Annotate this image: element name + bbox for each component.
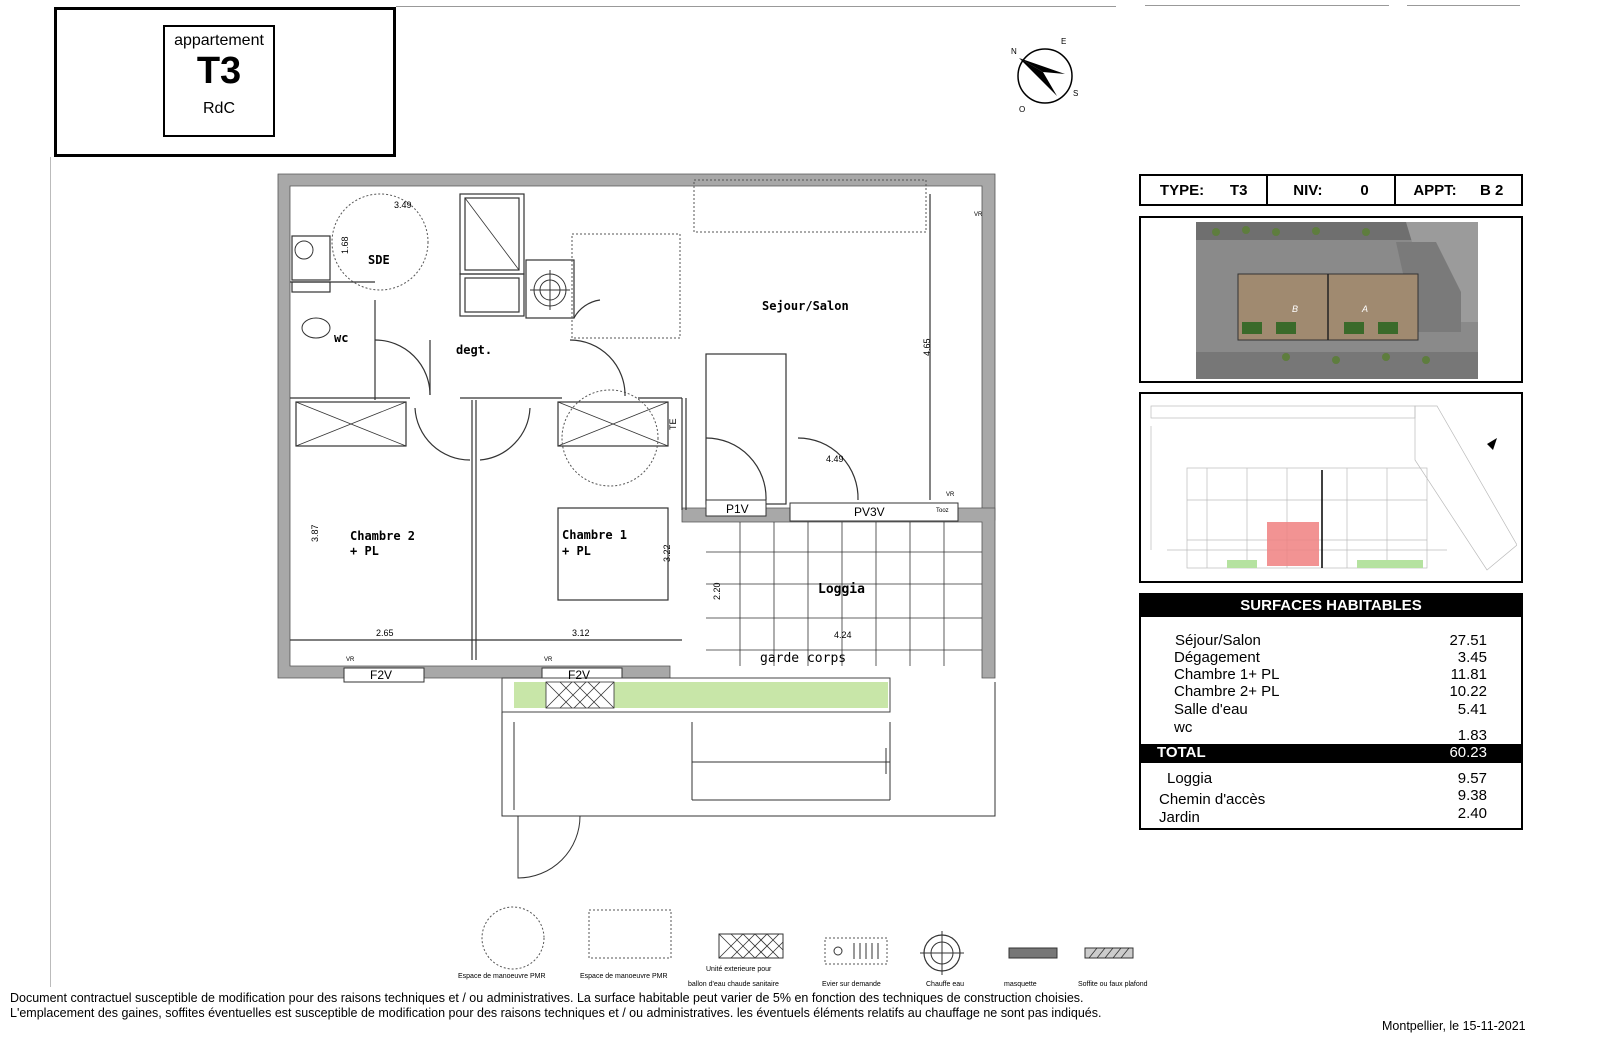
surface-value: 1.83 [1457, 727, 1487, 744]
surface-label: wc [1174, 719, 1193, 736]
legend-label: Unité exterieure pour [706, 966, 772, 973]
surfaces-title: SURFACES HABITABLES [1141, 595, 1521, 617]
apartment-highlight [1267, 522, 1319, 566]
surface-row [1141, 719, 1521, 744]
dim-312: 3.12 [572, 628, 590, 638]
total-value: 60.23 [1449, 744, 1487, 761]
title-block [54, 7, 396, 157]
extra-value: 9.57 [1457, 770, 1487, 787]
top-rule-1 [396, 6, 1116, 7]
info-appt [1396, 176, 1521, 204]
opening-f2v-b: F2V [568, 668, 591, 682]
info-niv-label: NIV: [1293, 181, 1323, 199]
surface-row [1141, 666, 1521, 683]
surface-value: 5.41 [1457, 701, 1487, 718]
extra-row [1141, 805, 1521, 826]
legend-label: Evier sur demande [822, 981, 881, 988]
surface-label: Chambre 2+ PL [1174, 683, 1280, 700]
footer-line-1: Document contractuel susceptible de modification pour des raisons techniques et / ou administratives. La surface habitable peut varier de 5% en fonction des techniques de construction choisies. [10, 991, 1084, 1005]
vr-label-2: VR [544, 657, 553, 663]
dim-265: 2.65 [376, 628, 394, 638]
surfaces-panel [1139, 593, 1523, 830]
site-plan-image [1147, 400, 1517, 578]
legend-label: Espace de manoeuvre PMR [580, 973, 668, 980]
floor-plan [270, 170, 1030, 890]
compass-s: S [1073, 89, 1079, 98]
info-type-value: T3 [1229, 181, 1248, 199]
level-label: RdC [202, 100, 235, 117]
pmr-rect-icon [588, 909, 672, 959]
dim-322: 3.22 [662, 544, 672, 562]
aerial-image [1196, 222, 1478, 379]
dim-349: 3.49 [394, 200, 412, 210]
dim-465: 4.65 [922, 338, 932, 356]
surface-label: Séjour/Salon [1175, 632, 1261, 649]
site-north-arrow [1487, 438, 1497, 450]
dim-387: 3.87 [310, 524, 320, 542]
aerial-a-label: A [1362, 304, 1369, 314]
room-sejour: Sejour/Salon [762, 299, 849, 313]
water-heater-icon [920, 931, 964, 975]
room-chambre2-pl: + PL [350, 544, 379, 558]
opening-p1v: P1V [726, 502, 749, 516]
aerial-b-label: B [1292, 304, 1299, 314]
aerial-view-panel [1139, 216, 1523, 383]
opening-pv3v: PV3V [854, 505, 885, 519]
surface-value: 10.22 [1449, 683, 1487, 700]
room-degt: degt. [456, 343, 493, 357]
legend-sub-label: ballon d'eau chaude sanitaire [688, 981, 779, 988]
opening-f2v-a: F2V [370, 668, 393, 682]
surface-value: 27.51 [1449, 632, 1487, 649]
legend-label: Soffite ou faux plafond [1078, 981, 1148, 988]
room-wc: wc [334, 331, 349, 345]
footer-disclaimer [10, 991, 1180, 1021]
extra-row [1141, 770, 1521, 787]
room-chambre1: Chambre 1 [562, 528, 628, 542]
footer-line-2: L'emplacement des gaines, soffites éventuelles est susceptible de modification pour des raisons techniques et / ou administratives. les éventuels éléments relatifs au chauffage ne sont pas indiqués. [10, 1006, 1102, 1020]
legend-label: Chauffe eau [926, 981, 965, 988]
masquette-icon [1008, 947, 1058, 959]
legend-label: Espace de manoeuvre PMR [458, 973, 546, 980]
top-rule-2 [1145, 5, 1389, 6]
total-row [1141, 744, 1521, 763]
compass-icon [1005, 36, 1085, 116]
surface-label: Chambre 1+ PL [1174, 666, 1280, 683]
tooz-label: Tooz [936, 508, 949, 514]
info-niv [1268, 176, 1395, 204]
room-chambre2: Chambre 2 [350, 529, 416, 543]
surface-label: Salle d'eau [1174, 701, 1248, 718]
site-plan-panel [1139, 392, 1523, 583]
pmr-circle-icon [480, 905, 546, 971]
exterior-unit-icon [718, 933, 784, 959]
room-loggia: Loggia [818, 582, 865, 597]
top-rule-3 [1407, 5, 1520, 6]
info-bar [1139, 174, 1523, 206]
extra-value: 2.40 [1457, 805, 1487, 822]
legend [440, 895, 1160, 988]
room-chambre1-pl: + PL [562, 544, 591, 558]
type-value: T3 [196, 50, 242, 92]
surface-value: 11.81 [1450, 666, 1487, 683]
garde-corps-label: garde corps [760, 651, 847, 666]
left-margin-rule [50, 157, 51, 987]
legend-label: masquette [1004, 981, 1037, 988]
vr-label-4: VR [974, 212, 983, 218]
extra-value: 9.38 [1457, 787, 1487, 804]
surface-row [1141, 683, 1521, 700]
compass-n: N [1011, 47, 1017, 56]
surface-value: 3.45 [1457, 649, 1487, 666]
surface-label: Dégagement [1174, 649, 1260, 666]
vr-label-3: VR [946, 492, 955, 498]
footer-date: Montpellier, le 15-11-2021 [1382, 1019, 1526, 1033]
info-type [1141, 176, 1268, 204]
compass-o: O [1019, 105, 1026, 114]
extra-label: Chemin d'accès [1159, 791, 1266, 808]
extra-label: Jardin [1159, 809, 1200, 826]
soffite-icon [1084, 947, 1134, 959]
dim-449: 4.49 [826, 454, 844, 464]
extra-label: Loggia [1167, 770, 1213, 787]
room-sde: SDE [368, 253, 390, 267]
sink-icon [824, 937, 888, 965]
dim-168: 1.68 [340, 236, 350, 254]
info-type-label: TYPE: [1159, 181, 1205, 199]
opening-te: TE [668, 418, 678, 430]
info-appt-label: APPT: [1413, 181, 1457, 199]
surface-row [1141, 701, 1521, 718]
type-label: appartement [174, 32, 264, 49]
title-box [163, 25, 275, 137]
info-niv-value: 0 [1360, 181, 1369, 199]
compass-e: E [1061, 37, 1067, 46]
dim-220: 2.20 [712, 582, 722, 600]
info-appt-value: B 2 [1479, 181, 1504, 199]
vr-label-1: VR [346, 657, 355, 663]
dim-424: 4.24 [834, 630, 852, 640]
total-label: TOTAL [1157, 744, 1206, 761]
surface-row [1141, 632, 1521, 649]
surface-row [1141, 649, 1521, 666]
